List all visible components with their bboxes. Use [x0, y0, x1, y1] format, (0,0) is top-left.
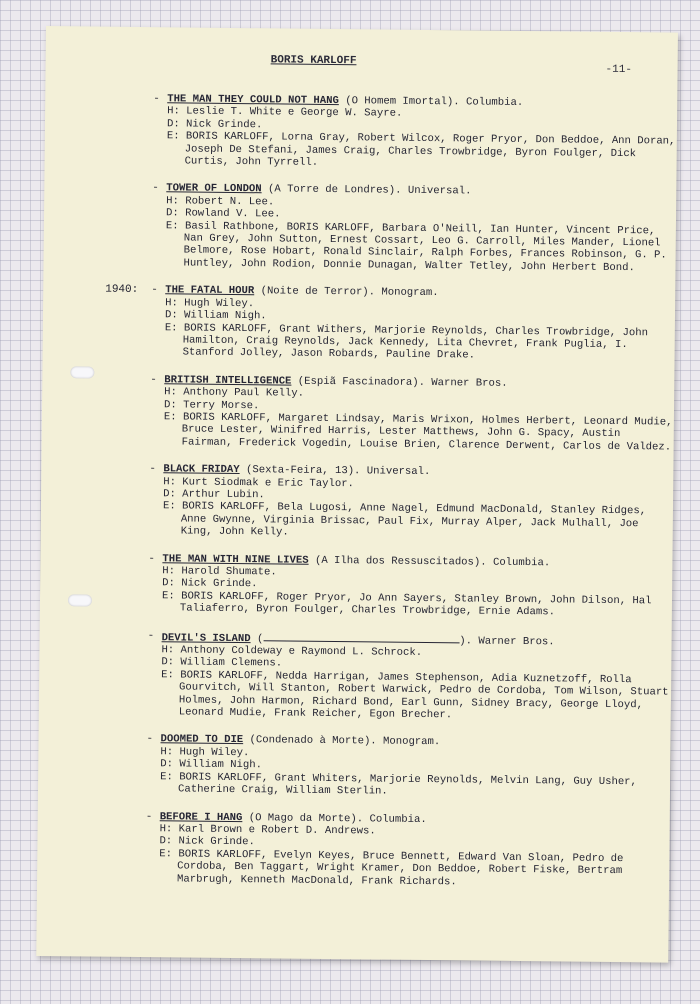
writers: H: Hugh Wiley.	[165, 296, 255, 310]
film-subtitle: (O Mago da Morte). Columbia.	[242, 811, 427, 826]
film-entry: - THE MAN WITH NINE LIVES (A Ilha dos Ressuscitados). Columbia. H: Harold Shumate. D: Nick Grinde. E: BORIS KARLOFF, Roger Pryor, Jo Ann Sayers, Stanley Brown, John Dilson, Hal Taliaferro, Byron Foulger, Charles Trowbridge, Ernie Adams.	[40, 552, 673, 621]
page-title: BORIS KARLOFF	[270, 54, 357, 68]
writers: H: Kurt Siodmak e Eric Taylor.	[163, 475, 355, 490]
cast: E: BORIS KARLOFF, Evelyn Keyes, Bruce Bennett, Edward Van Sloan, Pedro de Cordoba, Ben Taggart, Wright Kramer, Don Beddoe, Robert Fiske, Bertram Marbrugh, Kenneth MacDonald, Frank Richards.	[159, 847, 624, 888]
director: D: Rowland V. Lee.	[165, 207, 281, 221]
cast: E: BORIS KARLOFF, Bela Lugosi, Anne Nagel, Edmund MacDonald, Stanley Ridges, Anne Gwynne, Virginia Brissac, Paul Fix, Murray Alper, Jack Mulhall, Joe King, John Kelly.	[162, 500, 647, 539]
writers: H: Karl Brown e Robert D. Andrews.	[159, 823, 376, 838]
filmography-list	[37, 92, 677, 906]
page-number: -11-	[605, 63, 633, 77]
film-subtitle: (Noite de Terror). Monogram.	[254, 285, 439, 300]
cast: E: BORIS KARLOFF, Nedda Harrigan, James Stephenson, Adia Kuznetzoff, Rolla Gourvitch, Will Stanton, Robert Warwick, Pedro de Cordoba, Tom Wilson, Stuart Holmes, John Harmon, Richard Bond, Earl Gunn, Sidney Bracy, George Lloyd, Leonard Mudie, Frank Reicher, Egon Brecher.	[161, 669, 669, 722]
film-title: THE MAN WITH NINE LIVES	[162, 552, 309, 567]
film-title: BRITISH INTELLIGENCE	[164, 373, 292, 388]
cast: E: BORIS KARLOFF, Grant Withers, Marjorie Reynolds, Charles Trowbridge, John Hamilton, Craig Reynolds, Jack Kennedy, Lita Chevret, Frank Puglia, I. Stanford Jolley, Jason Robards, Pauline Drake.	[164, 321, 649, 362]
film-entry: - DEVIL'S ISLAND ( ). Warner Bros. H: Anthony Coldeway e Raymond L. Schrock. D: William Clemens. E: BORIS KARLOFF, Nedda Harrigan, James Stephenson, Adia Kuznetzoff, Rolla Gourvitch, Will Stanton, Robert Warwick, Pedro de Cordoba, Tom Wilson, Stuart Holmes, John Harmon, Richard Bond, Earl Gunn, Sidney Bracy, George Lloyd, Leonard Mudie, Frank Reicher, Egon Brecher.	[39, 629, 672, 724]
cast: E: BORIS KARLOFF, Roger Pryor, Jo Ann Sayers, Stanley Brown, John Dilson, Hal Taliaferro, Byron Foulger, Charles Trowbridge, Ernie Adams.	[161, 590, 652, 619]
director: D: William Nigh.	[164, 309, 267, 323]
cast: E: Basil Rathbone, BORIS KARLOFF, Barbara O'Neill, Ian Hunter, Vincent Price, Nan Grey, John Sutton, Ernest Cossart, Leo G. Carroll, Miles Mander, Lionel Belmore, Rose Hobart, Ronald Sinclair, Ralph Forbes, Frances Robinson, G. P. Huntley, John Rodion, Donnie Dunagan, Walter Tetley, John Herbert Bond.	[165, 219, 667, 275]
cast: E: BORIS KARLOFF, Margaret Lindsay, Maris Wrixon, Holmes Herbert, Leonard Mudie, Bruce Lester, Winifred Harris, Lester Matthews, John G. Spacy, Austin Fairman, Frederick Vogedin, Louise Brien, Clarence Derwent, Carlos de Valdez.	[163, 411, 673, 454]
film-subtitle: (A Ilha dos Ressuscitados). Columbia.	[308, 554, 551, 569]
director: D: William Clemens.	[161, 656, 283, 670]
film-subtitle: (A Torre de Londres). Universal.	[261, 183, 472, 198]
writers: H: Robert N. Lee.	[166, 195, 275, 209]
film-entry: - BEFORE I HANG (O Mago da Morte). Columbia. H: Karl Brown e Robert D. Andrews. D: Nick Grinde. E: BORIS KARLOFF, Evelyn Keyes, Bruce Bennett, Edward Van Sloan, Pedro de Cordoba, Ben Taggart, Wright Kramer, Don Beddoe, Robert Fiske, Bertram Marbrugh, Kenneth MacDonald, Frank Richards.	[37, 809, 670, 890]
director: D: Arthur Lubin.	[163, 488, 265, 502]
film-subtitle: (	[250, 632, 264, 645]
film-subtitle: (Espiã Fascinadora). Warner Bros.	[291, 375, 508, 390]
director: D: Nick Grinde.	[166, 118, 263, 132]
film-entry: - TOWER OF LONDON (A Torre de Londres). Universal. H: Robert N. Lee. D: Rowland V. Lee. E: Basil Rathbone, BORIS KARLOFF, Barbara O'Neill, Ian Hunter, Vincent Price, Nan Grey, John Sutton, Ernest Cossart, Leo G. Carroll, Miles Mander, Lionel Belmore, Rose Hobart, Ronald Sinclair, Ralph Forbes, Frances Robinson, G. P. Huntley, John Rodion, Donnie Dunagan, Walter Tetley, John Herbert Bond.	[43, 181, 676, 274]
writers: H: Anthony Paul Kelly.	[164, 386, 305, 400]
film-subtitle-end: ). Warner Bros.	[459, 634, 555, 648]
writers: H: Leslie T. White e George W. Sayre.	[167, 105, 403, 121]
film-title: THE FATAL HOUR	[165, 284, 255, 298]
writers: H: Anthony Coldeway e Raymond L. Schrock.	[161, 644, 423, 660]
writers: H: Hugh Wiley.	[160, 746, 250, 760]
film-subtitle: (Condenado à Morte). Monogram.	[243, 734, 441, 749]
film-title: DOOMED TO DIE	[160, 733, 244, 747]
cast: E: BORIS KARLOFF, Lorna Gray, Robert Wilcox, Roger Pryor, Don Beddoe, Ann Doran, Joseph De Stefani, James Craig, Charles Trowbridge, Byron Foulger, Dick Curtis, John Tyrrell.	[166, 130, 676, 169]
cast: E: BORIS KARLOFF, Grant Whiters, Marjorie Reynolds, Melvin Lang, Guy Usher, Catherine Craig, William Sterlin.	[160, 770, 637, 798]
film-entry: - BLACK FRIDAY (Sexta-Feira, 13). Universal. H: Kurt Siodmak e Eric Taylor. D: Arthur Lubin. E: BORIS KARLOFF, Bela Lugosi, Anne Nagel, Edmund MacDonald, Stanley Ridges, Anne Gwynne, Virginia Brissac, Paul Fix, Murray Alper, Jack Mulhall, Joe King, John Kelly.	[41, 462, 674, 543]
writers: H: Harold Shumate.	[162, 565, 277, 579]
film-title: DEVIL'S ISLAND	[161, 631, 251, 645]
film-subtitle: (O Homem Imortal). Columbia.	[338, 95, 524, 110]
film-entry: - BRITISH INTELLIGENCE (Espiã Fascinadora). Warner Bros. H: Anthony Paul Kelly. D: Terry Morse. E: BORIS KARLOFF, Margaret Lindsay, Maris Wrixon, Holmes Herbert, Leonard Mudie, Bruce Lester, Winifred Harris, Lester Matthews, John G. Spacy, Austin Fairman, Frederick Vogedin, Louise Brien, Clarence Derwent, Carlos de Valdez.	[150, 373, 673, 454]
film-entry: 1940: - THE FATAL HOUR (Noite de Terror). Monogram. H: Hugh Wiley. D: William Nigh. E: BORIS KARLOFF, Grant Withers, Marjorie Reynolds, Charles Trowbridge, John Hamilton, Craig Reynolds, Jack Kennedy, Lita Chevret, Frank Puglia, I. Stanford Jolley, Jason Robards, Pauline Drake.	[43, 283, 676, 364]
film-title: BEFORE I HANG	[159, 810, 243, 824]
film-title: TOWER OF LONDON	[166, 182, 262, 196]
director: D: William Nigh.	[160, 758, 263, 772]
document-page	[36, 26, 678, 963]
year-label: 1940:	[105, 283, 139, 297]
film-subtitle: (Sexta-Feira, 13). Universal.	[239, 464, 431, 479]
director: D: Nick Grinde.	[159, 835, 255, 849]
film-entry: - THE MAN THEY COULD NOT HANG (O Homem Imortal). Columbia. H: Leslie T. White e George W. Sayre. D: Nick Grinde. E: BORIS KARLOFF, Lorna Gray, Robert Wilcox, Roger Pryor, Don Beddoe, Ann Doran, Joseph De Stefani, James Craig, Charles Trowbridge, Byron Foulger, Dick Curtis, John Tyrrell.	[45, 92, 678, 173]
film-title: BLACK FRIDAY	[163, 463, 240, 477]
film-title: THE MAN THEY COULD NOT HANG	[167, 93, 339, 108]
blank-line	[263, 631, 459, 643]
director: D: Terry Morse.	[163, 398, 260, 412]
director: D: Nick Grinde.	[162, 577, 258, 591]
film-entry: - DOOMED TO DIE (Condenado à Morte). Monogram. H: Hugh Wiley. D: William Nigh. E: BORIS KARLOFF, Grant Whiters, Marjorie Reynolds, Melvin Lang, Guy Usher, Catherine Craig, William Sterlin.	[38, 732, 671, 801]
